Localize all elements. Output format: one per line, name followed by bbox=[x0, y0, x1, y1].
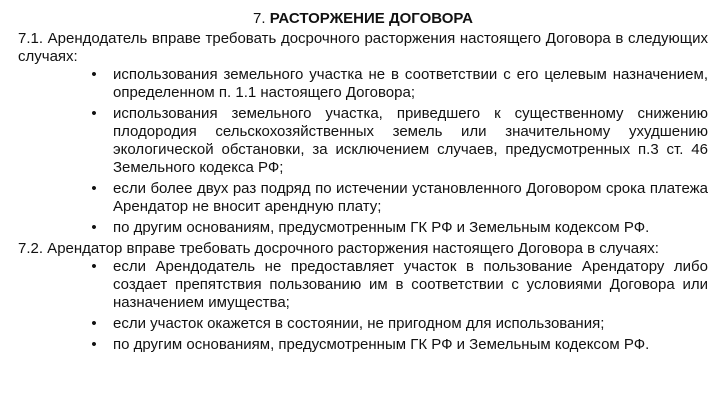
clause-7-1-list bbox=[18, 66, 708, 237]
bullet-icon: • bbox=[91, 315, 97, 332]
list-item-text: по другим основаниям, предусмотренным ГК РФ и Земельным кодексом РФ. bbox=[113, 336, 650, 353]
list-item-text: использования земельного участка, приведшего к существенному снижению плодородия сельскохозяйственных земель или значительному ухудшению экологической обстановки, за исключением случаев, предусмотренных п.3 ст. 46 Земельного кодекса РФ; bbox=[113, 105, 708, 176]
list-item bbox=[18, 219, 708, 237]
list-item bbox=[18, 105, 708, 177]
list-item bbox=[18, 315, 708, 333]
bullet-icon: • bbox=[91, 105, 97, 122]
list-item-text: если участок окажется в состоянии, не пригодном для использования; bbox=[113, 315, 605, 332]
list-item-text: использования земельного участка не в соответствии с его целевым назначением, определенном п. 1.1 настоящего Договора; bbox=[113, 66, 708, 101]
clause-7-2: 7.2. Арендатор вправе требовать досрочного расторжения настоящего Договора в случаях: bbox=[18, 240, 659, 257]
bullet-icon: • bbox=[91, 258, 97, 275]
list-item-text: если Арендодатель не предоставляет участок в пользование Арендатору либо создает препятствия пользованию им в соответствии с условиями Договора или назначением имущества; bbox=[113, 258, 708, 311]
list-item bbox=[18, 336, 708, 354]
document-page bbox=[18, 0, 708, 354]
bullet-icon: • bbox=[91, 180, 97, 197]
bullet-icon: • bbox=[91, 219, 97, 236]
clause-7-1: 7.1. Арендодатель вправе требовать досрочного расторжения настоящего Договора в следующих случаях: bbox=[18, 30, 708, 65]
list-item bbox=[18, 258, 708, 312]
list-item-text: по другим основаниям, предусмотренным ГК РФ и Земельным кодексом РФ. bbox=[113, 219, 650, 236]
section-number: 7. bbox=[253, 10, 266, 27]
list-item bbox=[18, 180, 708, 216]
list-item bbox=[18, 66, 708, 102]
list-item-text: если более двух раз подряд по истечении установленного Договором срока платежа Арендатор не вносит арендную плату; bbox=[113, 180, 708, 215]
section-heading bbox=[18, 10, 708, 28]
bullet-icon: • bbox=[91, 336, 97, 353]
bullet-icon: • bbox=[91, 66, 97, 83]
section-title: РАСТОРЖЕНИЕ ДОГОВОРА bbox=[269, 10, 473, 27]
clause-7-2-list bbox=[18, 258, 708, 354]
